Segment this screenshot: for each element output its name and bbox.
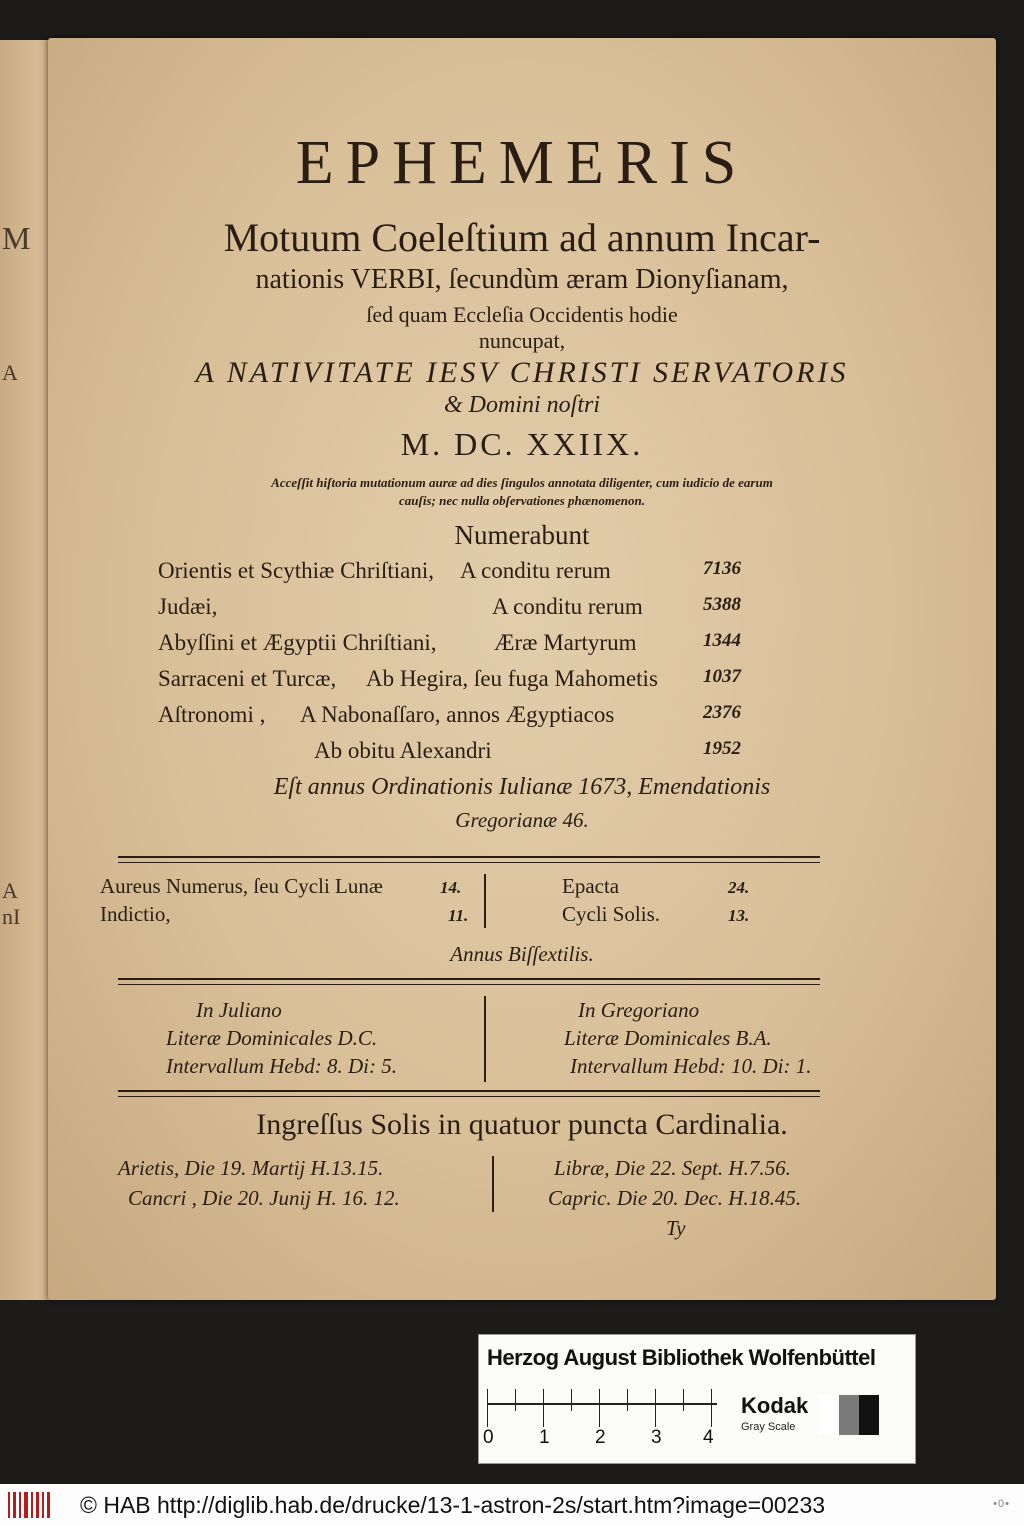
institution-name: Herzog August Bibliothek Wolfenbüttel [487, 1345, 876, 1370]
row-year: 2376 [703, 702, 741, 723]
julian-heading: In Juliano [196, 998, 282, 1022]
ruler-tick [571, 1389, 572, 1411]
ruler-number: 1 [539, 1427, 550, 1448]
gregorian-literae: Literæ Dominicales B.A. [564, 1026, 772, 1050]
ruler-number: 4 [703, 1427, 714, 1448]
row-label: Judæi, [158, 594, 218, 619]
ruler-tick [627, 1389, 628, 1411]
numerabunt-row [158, 666, 778, 696]
numerabunt-row [158, 702, 778, 732]
accessit-line: Acceſſit hiſtoria mutationum auræ ad dies ſingulos annotata diligenter, cum iudicio de earum [271, 475, 773, 490]
color-scale-card [478, 1334, 916, 1464]
ruler-tick [711, 1389, 712, 1427]
row-era: A conditu rerum [492, 594, 643, 619]
gray-swatch [819, 1395, 839, 1435]
numerabunt-row [158, 738, 778, 768]
gray-swatch [859, 1395, 879, 1435]
gray-swatch [839, 1395, 859, 1435]
column-divider [492, 1156, 494, 1212]
gray-swatches [819, 1395, 879, 1435]
row-label: Aſtronomi , [158, 702, 266, 727]
indictio-label: Indictio, [100, 902, 171, 926]
ruler-numbers [483, 1427, 723, 1453]
column-divider [484, 874, 486, 928]
row-label: Abyſſini et Ægyptii Chriſtiani, [158, 630, 437, 655]
column-divider [484, 996, 486, 1082]
epacta-value: 24. [728, 878, 750, 897]
subtitle-line: ſed quam Eccleſia Occidentis hodie [366, 302, 678, 327]
barcode-icon [8, 1492, 50, 1518]
accessit-line: cauſis; nec nulla obſervationes phænomenon. [399, 493, 645, 508]
ruler-tick [487, 1389, 488, 1427]
ingressus-heading: Ingreſſus Solis in quatuor puncta Cardinalia. [256, 1108, 788, 1141]
capric-line: Capric. Die 20. Dec. H.18.45. [548, 1186, 802, 1210]
row-year: 1952 [703, 738, 741, 759]
ruler-tick [515, 1389, 516, 1411]
ruler-scale [487, 1383, 717, 1427]
ruler-tick [543, 1389, 544, 1427]
catchword: Ty [666, 1216, 686, 1240]
divider-rule [118, 1090, 820, 1097]
row-era: Ab obitu Alexandri [314, 738, 492, 763]
librae-line: Libræ, Die 22. Sept. H.7.56. [554, 1156, 791, 1180]
cycli-solis-value: 13. [728, 906, 750, 925]
julian-literae: Literæ Dominicales D.C. [166, 1026, 378, 1050]
numerabunt-row [158, 558, 778, 588]
ruler-number: 3 [651, 1427, 662, 1448]
year-line: M. DC. XXIIX. [400, 426, 644, 462]
left-page-fragment: A [2, 878, 18, 903]
domini-line: & Domini noſtri [443, 392, 600, 418]
row-year: 1037 [703, 666, 741, 687]
row-era: Ab Hegira, ſeu fuga Mahometis [366, 666, 658, 691]
subtitle-line: nuncupat, [478, 328, 566, 353]
row-era: Æræ Martyrum [494, 630, 637, 655]
est-annus-line: Gregorianæ 46. [455, 808, 589, 832]
gregorian-intervallum: Intervallum Hebd: 10. Di: 1. [570, 1054, 812, 1078]
epacta-label: Epacta [562, 874, 620, 898]
row-era: A Nabonaſſaro, annos Ægyptiacos [300, 702, 615, 727]
gray-scale-label: Gray Scale [741, 1421, 796, 1433]
ruler-tick [599, 1389, 600, 1427]
row-era: A conditu rerum [460, 558, 611, 583]
subtitle-line: nationis VERBI, ſecundùm æram Dionyſianam, [255, 264, 789, 295]
accessit-note [48, 474, 996, 510]
numerabunt-row [158, 630, 778, 660]
left-page-fragment: nI [2, 904, 21, 929]
kodak-brand: Kodak [741, 1393, 809, 1418]
numerabunt-row [158, 594, 778, 624]
cycli-solis-label: Cycli Solis. [562, 902, 661, 926]
row-label: Orientis et Scythiæ Chriſtiani, [158, 558, 434, 583]
subtitle-line: Motuum Coeleſtium ad annum Incar- [223, 215, 821, 260]
row-label: Sarraceni et Turcæ, [158, 666, 337, 691]
arietis-line: Arietis, Die 19. Martij H.13.15. [118, 1156, 384, 1180]
page-title: EPHEMERIS [295, 129, 749, 197]
est-annus-line: Eſt annus Ordinationis Iulianæ 1673, Emendationis [273, 774, 771, 800]
ruler-tick [655, 1389, 656, 1427]
left-page-fragment: M [2, 220, 31, 256]
copyright-url[interactable]: © HAB http://diglib.hab.de/drucke/13-1-astron-2s/start.htm?image=00233 [80, 1492, 826, 1518]
nativitate-line: A NATIVITATE IESV CHRISTI SERVATORIS [195, 356, 849, 389]
ruler-number: 0 [483, 1427, 494, 1448]
footer-dots: •0• [993, 1498, 1010, 1510]
footer-bar [0, 1484, 1024, 1526]
title-page [48, 38, 996, 1300]
row-year: 5388 [703, 594, 741, 615]
aureus-value: 14. [440, 878, 462, 897]
annus-line: Annus Biſſextilis. [450, 942, 594, 966]
julian-intervallum: Intervallum Hebd: 8. Di: 5. [166, 1054, 397, 1078]
gregorian-heading: In Gregoriano [578, 998, 700, 1022]
aureus-label: Aureus Numerus, ſeu Cycli Lunæ [100, 874, 383, 898]
numerabunt-heading: Numerabunt [454, 520, 590, 550]
left-page-fragment: A [2, 360, 18, 385]
indictio-value: 11. [448, 906, 469, 925]
row-year: 1344 [703, 630, 741, 651]
divider-rule [118, 978, 820, 985]
ruler-number: 2 [595, 1427, 606, 1448]
cancri-line: Cancri , Die 20. Junij H. 16. 12. [128, 1186, 400, 1210]
row-year: 7136 [703, 558, 741, 579]
ruler-tick [683, 1389, 684, 1411]
divider-rule [118, 856, 820, 863]
